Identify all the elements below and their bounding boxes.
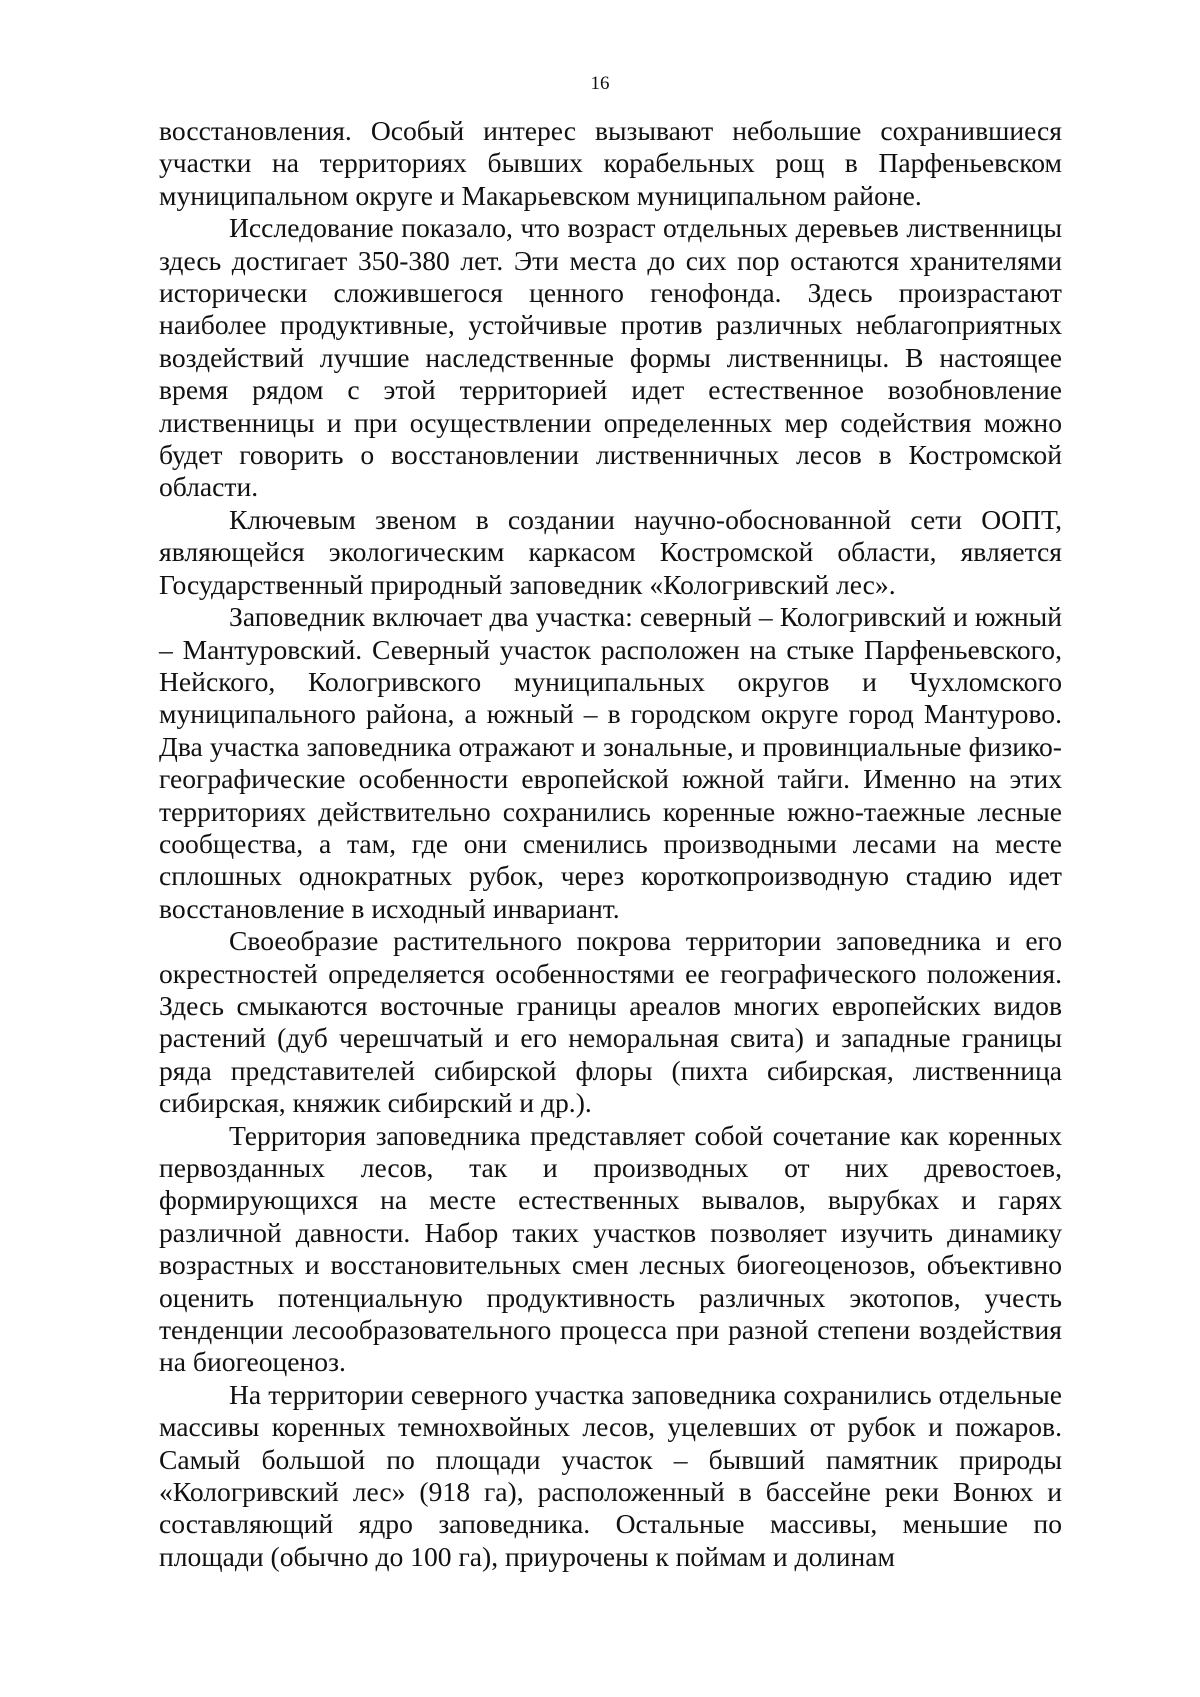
paragraph-larch-age: Исследование показало, что возраст отдельных деревьев лиственницы здесь достигает 350-380 лет. Эти места до сих пор остаются хранителями исторически сложившегося ценного генофонда. Здесь произрастают наиболее продуктивные, устойчивые против различных неблагоприятных воздействий лучшие наследственные формы лиственницы. В настоящее время рядом с этой территорией идет естественное возобновление лиственницы и при осуществлении определенных мер содействия можно будет говорить о восстановлении лиственничных лесов в Костромской области. [159, 212, 1062, 503]
body-text [159, 115, 1062, 1573]
paragraph-continuation: восстановления. Особый интерес вызывают небольшие сохранившиеся участки на территориях бывших корабельных рощ в Парфеньевском муниципальном округе и Макарьевском муниципальном районе. [159, 115, 1062, 211]
page-number: 16 [590, 73, 610, 94]
paragraph-vegetation: Своеобразие растительного покрова территории заповедника и его окрестностей определяется особенностями ее географического положения. Здесь смыкаются восточные границы ареалов многих европейских видов растений (дуб черешчатый и его неморальная свита) и западные границы ряда представителей сибирской флоры (пихта сибирская, лиственница сибирская, княжик сибирский и др.). [159, 925, 1062, 1119]
paragraph-reserve-sections: Заповедник включает два участка: северный – Кологривский и южный – Мантуровский. Северный участок расположен на стыке Парфеньевского, Нейского, Кологривского муниципальных округов и Чухломского муниципального района, а южный – в городском округе город Мантурово. Два участка заповедника отражают и зональные, и провинциальные физико-географические особенности европейской южной тайги. Именно на этих территориях действительно сохранились коренные южно-таежные лесные сообщества, а там, где они сменились производными лесами на месте сплошных однократных рубок, через короткопроизводную стадию идет восстановление в исходный инвариант. [159, 601, 1062, 924]
paragraph-territory: Территория заповедника представляет собой сочетание как коренных первозданных лесов, так и производных от них древостоев, формирующихся на месте естественных вывалов, вырубках и гарях различной давности. Набор таких участков позволяет изучить динамику возрастных и восстановительных смен лесных биогеоценозов, объективно оценить потенциальную продуктивность различных экотопов, учесть тенденции лесообразовательного процесса при разной степени воздействия на биогеоценоз. [159, 1119, 1062, 1378]
paragraph-northern-section: На территории северного участка заповедника сохранились отдельные массивы коренных темнохвойных лесов, уцелевших от рубок и пожаров. Самый большой по площади участок – бывший памятник природы «Кологривский лес» (918 га), расположенный в бассейне реки Вонюх и составляющий ядро заповедника. Остальные массивы, меньшие по площади (обычно до 100 га), приурочены к поймам и долинам [159, 1378, 1062, 1572]
paragraph-key-reserve: Ключевым звеном в создании научно-обоснованной сети ООПТ, являющейся экологическим каркасом Костромской области, является Государственный природный заповедник «Кологривский лес». [159, 503, 1062, 600]
